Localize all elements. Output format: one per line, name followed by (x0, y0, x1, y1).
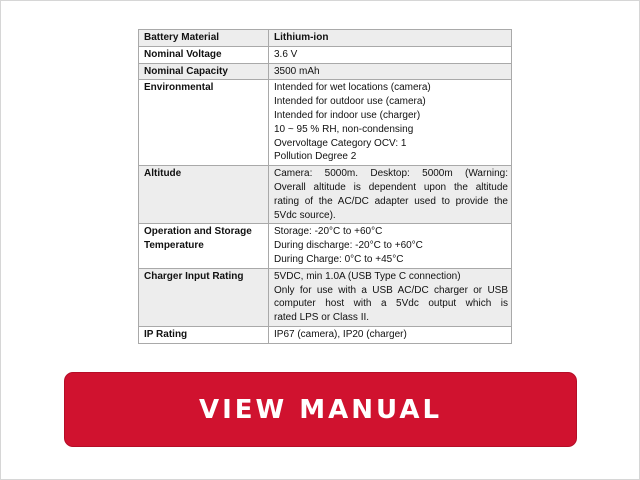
spec-row (139, 80, 512, 166)
spec-value-line: Intended for indoor use (charger) (274, 109, 421, 121)
spec-label: Nominal Voltage (139, 46, 269, 63)
spec-value (269, 326, 512, 343)
spec-value (269, 63, 512, 80)
spec-label: Battery Material (139, 30, 269, 47)
spec-value (269, 80, 512, 166)
spec-value-line: Intended for outdoor use (camera) (274, 96, 426, 108)
spec-value-line: rating of the AC/DC adapter used to provide the (274, 195, 508, 207)
spec-row (139, 46, 512, 63)
spec-value-line: 5Vdc source). (274, 209, 336, 221)
spec-value (269, 30, 512, 47)
spec-value-line: rated LPS or Class II. (274, 312, 370, 324)
spec-value (269, 268, 512, 326)
spec-value-line: Only for use with a USB AC/DC charger or USB (274, 284, 508, 296)
spec-row (139, 166, 512, 224)
spec-row (139, 326, 512, 343)
spec-value-line: Intended for wet locations (camera) (274, 82, 431, 94)
spec-label: Altitude (139, 166, 269, 224)
spec-value-line: During discharge: -20°C to +60°C (274, 240, 423, 252)
spec-value (269, 224, 512, 268)
spec-value (269, 166, 512, 224)
spec-row (139, 224, 512, 268)
spec-value-line: computer host with a 5Vdc output which is (274, 298, 508, 310)
spec-value-line: Lithium-ion (274, 32, 329, 43)
spec-value-line: Storage: -20°C to +60°C (274, 226, 383, 238)
spec-value-line: Pollution Degree 2 (274, 151, 357, 163)
spec-value-line: Overall altitude is dependent upon the altitude (274, 181, 508, 193)
spec-label: Charger Input Rating (139, 268, 269, 326)
spec-value-line: Overvoltage Category OCV: 1 (274, 137, 407, 149)
spec-value-line: 3.6 V (274, 48, 298, 60)
spec-label: IP Rating (139, 326, 269, 343)
spec-label: Environmental (139, 80, 269, 166)
spec-row (139, 30, 512, 47)
spec-table (138, 29, 512, 344)
spec-value-line: During Charge: 0°C to +45°C (274, 253, 404, 265)
spec-value-line: 10 ~ 95 % RH, non-condensing (274, 123, 414, 135)
spec-value-line: Camera: 5000m. Desktop: 5000m (Warning: (274, 168, 508, 180)
spec-label: Nominal Capacity (139, 63, 269, 80)
view-manual-label: VIEW MANUAL (198, 394, 443, 425)
spec-row (139, 63, 512, 80)
spec-value-line: 3500 mAh (274, 65, 320, 77)
spec-value-line: 5VDC, min 1.0A (USB Type C connection) (274, 270, 461, 282)
spec-table-body (139, 30, 512, 344)
spec-label: Operation and Storage Temperature (139, 224, 269, 268)
spec-row (139, 268, 512, 326)
view-manual-button[interactable] (64, 372, 577, 447)
spec-value (269, 46, 512, 63)
spec-value-line: IP67 (camera), IP20 (charger) (274, 328, 407, 340)
